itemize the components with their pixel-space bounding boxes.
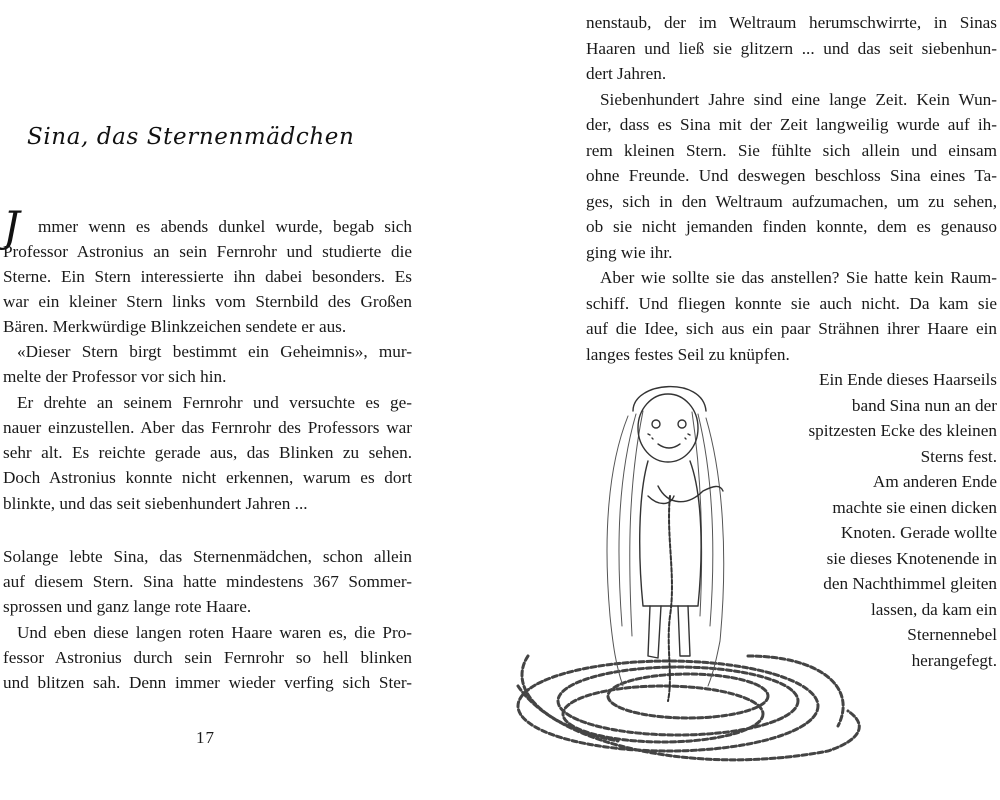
text-line: dert Jahren. [586,64,667,83]
text-line: Knoten. Gerade wollte [840,523,997,542]
text-line: Am anderen Ende [872,472,997,491]
text-line: auf die Idee, sich aus ein paar Strähnen ihrer Haare ein [586,319,997,338]
text-line: sie dieses Knotenende in [826,549,997,568]
text-line: melte der Professor vor sich hin. [3,367,227,386]
text-line: schiff. Und fliegen konnte sie auch nicht. Da kam sie [586,294,997,313]
text-line: Siebenhundert Jahre sind eine lange Zeit. Kein Wun- [600,90,997,109]
text-line: Solange lebte Sina, das Sternenmädchen, schon allein [3,547,412,566]
text-line: sprossen und ganz lange rote Haare. [3,597,252,616]
text-line: Aber wie sollte sie das anstellen? Sie hatte kein Raum- [600,268,997,287]
text-line: Ein Ende dieses Haarseils [818,370,997,389]
text-line: spitzesten Ecke des kleinen [808,421,997,440]
text-line: Er drehte an seinem Fernrohr und versuchte es ge- [17,393,412,412]
chapter-title: Sina, das Sternenmädchen [27,124,355,150]
text-line: nauer einzustellen. Aber das Fernrohr des Professors war [3,418,412,437]
text-line: langes festes Seil zu knüpfen. [586,345,790,364]
text-line: sehr alt. Es reichte gerade aus, das Blinken zu sehen. [3,443,412,462]
text-line: den Nachthimmel gleiten [823,574,997,593]
text-line: nenstaub, der im Weltraum herumschwirrte, in Sinas [586,13,997,32]
text-line: Haaren und ließ sie glitzern ... und das seit siebenhun- [586,39,997,58]
text-line: mmer wenn es abends dunkel wurde, begab sich [38,217,412,236]
text-line: auf diesem Stern. Sina hatte mindestens 367 Sommer- [3,572,412,591]
text-line: ohne Freunde. Und deswegen beschloss Sina eines Ta- [586,166,997,185]
text-line: ob sie nicht jemanden finden konnte, dem es genauso [586,217,997,236]
text-line: machte sie einen dicken [832,498,997,517]
long-hair [607,411,724,686]
braid-coil [518,656,859,760]
page-number: 17 [196,728,215,747]
text-line: ging wie ihr. [586,243,673,262]
drop-cap: J [3,202,20,251]
braid-in-hands [668,496,672,701]
text-line: ges, sich in den Weltraum aufzumachen, um zu sehen, [586,192,997,211]
text-line: rem kleinen Stern. Sie fühlte sich allein und einsam [586,141,997,160]
text-line: lassen, da kam ein [870,600,997,619]
girl-head [633,387,706,462]
girl-with-braid-illustration [498,356,878,786]
text-line: war ein kleiner Stern links vom Sternbild des Großen [3,292,412,311]
text-line: Sterne. Ein Stern interessierte ihn dabei besonders. Es [3,267,412,286]
text-line: und blitzen sah. Denn immer wieder verfing sich Ster- [3,673,412,692]
text-line: Doch Astronius konnte nicht erkennen, warum es dort [3,468,412,487]
text-line: Und eben diese langen roten Haare waren es, die Pro- [17,623,412,642]
text-line: der, dass es Sina mit der Zeit langweilig wurde auf ih- [586,115,997,134]
text-line: Bären. Merkwürdige Blinkzeichen sendete er aus. [3,317,347,336]
text-line: herangefegt. [911,651,997,670]
text-line: blinkte, und das seit siebenhundert Jahren ... [3,494,308,513]
text-line: band Sina nun an der [851,396,997,415]
text-line: fessor Astronius durch sein Fernrohr so hell blinken [3,648,412,667]
text-line: Sternennebel [907,625,997,644]
text-line: «Dieser Stern birgt bestimmt ein Geheimnis», mur- [17,342,412,361]
text-line: Professor Astronius an sein Fernrohr und studierte die [3,242,412,261]
text-line: Sterns fest. [920,447,997,466]
